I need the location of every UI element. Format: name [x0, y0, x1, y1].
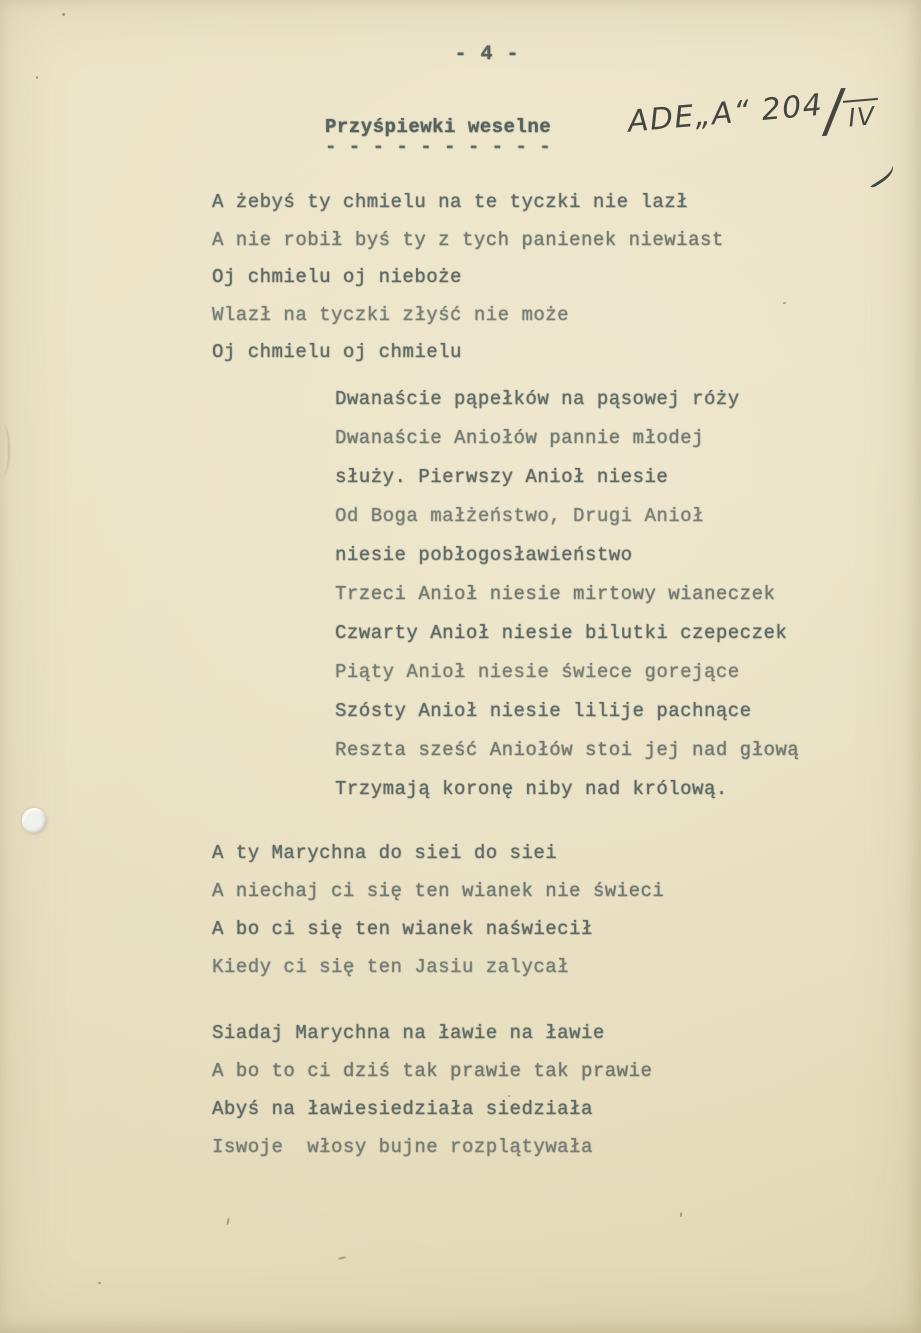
poem-line: Wlazł na tyczki złyść nie może [212, 303, 570, 326]
annotation-slash: / [820, 78, 846, 145]
paper-speck [62, 13, 65, 16]
paper-speck [338, 1256, 346, 1260]
title-underline: - - - - - - - - - - [325, 136, 552, 158]
poem-line: Oj chmielu oj chmielu [212, 341, 462, 363]
stanza-4 [212, 1014, 652, 1166]
poem-line: Piąty Anioł niesie świece gorejące [335, 661, 740, 683]
poem-line: Abyś na ławiesiedziała siedziała [212, 1098, 593, 1120]
paper-speck [680, 1212, 683, 1217]
poem-line: A ty Marychna do siei do siei [212, 842, 558, 864]
stanza-2-indented [335, 380, 799, 809]
poem-line: Reszta sześć Aniołów stoi jej nad głową [335, 739, 800, 761]
poem-line: A bo to ci dziś tak prawie tak prawie [212, 1060, 653, 1082]
poem-line: Trzeci Anioł niesie mirtowy wianeczek [335, 583, 776, 605]
poem-line: służy. Pierwszy Anioł niesie [335, 466, 669, 488]
poem-line: Dwanaście pąpełków na pąsowej róży [335, 388, 740, 410]
paper-speck [783, 302, 786, 304]
annotation-flourish [864, 160, 897, 189]
poem-line: Od Boga małżeństwo, Drugi Anioł [335, 505, 704, 527]
paper-speck [36, 76, 38, 79]
punch-hole [22, 808, 47, 834]
page-number: - 4 - [454, 43, 520, 66]
annotation-text: ADE„A“ 204 [626, 87, 825, 140]
paper-speck [226, 1218, 229, 1225]
poem-line: A niechaj ci się ten wianek nie świeci [212, 880, 665, 902]
poem-line: A żebyś ty chmielu na te tyczki nie lazł [212, 191, 689, 213]
poem-line: A bo ci się ten wianek naświecił [212, 918, 593, 940]
poem-line: niesie pobłogosławieństwo [335, 544, 633, 566]
poem-line: Iswoje włosy bujne rozplątywała [212, 1136, 593, 1158]
poem-line: Oj chmielu oj nieboże [212, 266, 462, 288]
poem-line: Trzymają koronę niby nad królową. [335, 778, 728, 800]
poem-line: A nie robił byś ty z tych panienek niewiast [212, 228, 724, 251]
paper-speck [508, 1095, 510, 1097]
stanza-3 [212, 834, 664, 986]
poem-line: Szósty Anioł niesie lilije pachnące [335, 700, 752, 722]
title-block [325, 114, 552, 158]
paper-speck [98, 1282, 101, 1284]
stanza-1 [212, 184, 724, 372]
poem-title: Przyśpiewki weselne [325, 116, 552, 138]
poem-line: Kiedy ci się ten Jasiu zalycał [212, 956, 570, 978]
paper-crease [0, 424, 10, 476]
poem-line: Czwarty Anioł niesie bilutki czepeczek [335, 622, 788, 644]
poem-line: Siadaj Marychna na ławie na ławie [212, 1022, 605, 1044]
annotation-numeral: IV [843, 98, 881, 133]
poem-line: Dwanaście Aniołów pannie młodej [335, 427, 704, 449]
